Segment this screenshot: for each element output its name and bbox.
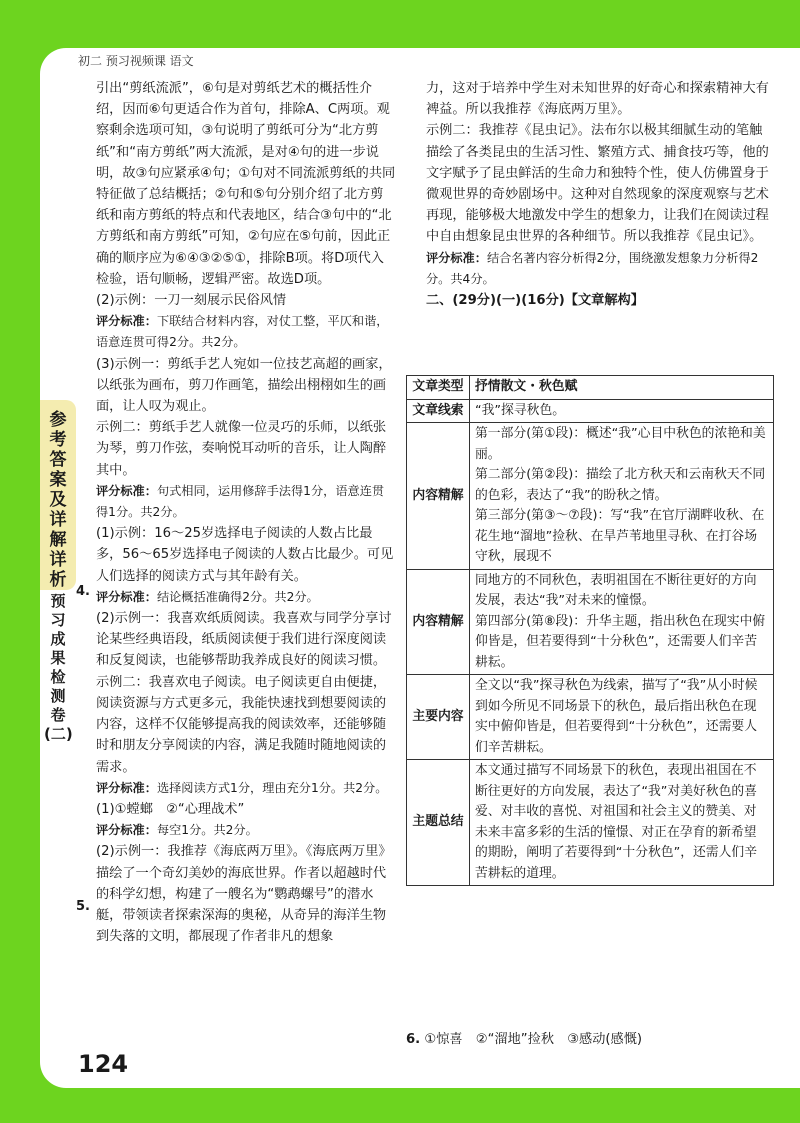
table-row: [407, 423, 774, 570]
page-number: 124: [78, 1050, 129, 1078]
q5-continuation: 力，这对于培养中学生对未知世界的好奇心和探索精神大有裨益。所以我推荐《海底两万里》。: [426, 81, 769, 118]
row-value: 抒情散文・秋色赋: [470, 376, 774, 400]
q4-number: 4.: [76, 584, 90, 599]
table-row: [407, 760, 774, 886]
q5-standard: 评分标准：结合名著内容分析得2分，围绕激发想象力分析得2分。共4分。: [426, 250, 759, 286]
section-2-heading: 二、(29分)(一)(16分)【文章解构】: [426, 293, 644, 309]
q3-continuation: 引出“剪纸流派”，⑥句是对剪纸艺术的概括性介绍，因而⑥句更适合作为首句，排除A、C两项。观察剩余选项可知，③句说明了剪纸可分为“北方剪纸”和“南方剪纸”两大流派，是对④句的进一步说明，故③句应紧承④句；①句对不同流派剪纸的共同特征做了总结概括；②句和⑤句分别介绍了北方剪纸和南方剪纸的特点和代表地区，结合③句中的“北方剪纸和南方剪纸”可知，②句应在⑤句前，因此正确的顺序应为⑥④③②⑤①，排除B项。将D项代入检验，语句顺畅，逻辑严密。故选D项。: [96, 81, 396, 287]
q4-2-example1: (2)示例一：我喜欢纸质阅读。我喜欢与同学分享讨论某些经典语段，纸质阅读便于我们进行深度阅读和反复阅读，也能够帮助我养成良好的阅读习惯。: [96, 611, 392, 669]
q5-2-answer: (2)示例一：我推荐《海底两万里》。《海底两万里》描绘了一个奇幻美妙的海底世界。作者以超越时代的科学幻想，构建了一艘名为“鹦鹉螺号”的潜水艇，带领读者探索深海的奥秘，从奇异的海洋生物到失落的文明，都展现了作者非凡的想象: [96, 844, 392, 945]
row-value: “我”探寻秋色。: [470, 399, 774, 423]
row-value: 同地方的不同秋色，表明祖国在不断往更好的方向发展，表达“我”对未来的憧憬。 第四部分(第⑧段)：升华主题，指出秋色在现实中俯仰皆是，但若要得到“十分秋色”，还需要人们辛苦耕耘。: [470, 569, 774, 675]
row-label: 主要内容: [407, 675, 470, 760]
left-column: [96, 78, 396, 947]
side-tab-main: 参考答案及详解详析: [49, 410, 67, 590]
table-row: [407, 399, 774, 423]
q6-answer: 6. ①惊喜 ②“溜地”捡秋 ③感动(感慨): [406, 1032, 643, 1047]
q4-2-example2: 示例二：我喜欢电子阅读。电子阅读更自由便捷，阅读资源与方式更多元，我能快速找到想要阅读的内容，这样不仅能够提高我的阅读效率，还能够随时和朋友分享阅读的内容，满足我随时随地阅读的需求。: [96, 674, 387, 775]
q4-2-standard: 评分标准：选择阅读方式1分，理由充分1分。共2分。: [96, 780, 388, 795]
row-label: 主题总结: [407, 760, 470, 886]
q5-number: 5.: [76, 899, 90, 914]
table-row: [407, 675, 774, 760]
q5-1-standard: 评分标准：每空1分。共2分。: [96, 823, 258, 838]
q4-1-standard: 评分标准：结论概括准确得2分。共2分。: [96, 589, 319, 604]
row-value: 全文以“我”探寻秋色为线索，描写了“我”从小时候到如今所见不同场景下的秋色，最后指出秋色在现实中俯仰皆是，但若要得到“十分秋色”，还需要人们辛苦耕耘。: [470, 675, 774, 760]
table-row: [407, 569, 774, 675]
q3-3-standard: 评分标准：句式相同，运用修辞手法得1分，语意连贯得1分。共2分。: [96, 483, 385, 520]
row-label: 文章类型: [407, 376, 470, 400]
right-column: [426, 78, 774, 311]
q3-3-example2: 示例二：剪纸手艺人就像一位灵巧的乐师，以纸张为琴，剪刀作弦，奏响悦耳动听的音乐，让人陶醉其中。: [96, 420, 387, 478]
row-value: 第一部分(第①段)：概述“我”心目中秋色的浓艳和美丽。 第二部分(第②段)：描绘了北方秋天和云南秋天不同的色彩，表达了“我”的盼秋之情。 第三部分(第③～⑦段)：写“我”在官厅湖畔收秋、在花生地“溜地”捡秋、在旱芦苇地里寻秋、在打谷场守秋，展现不: [470, 423, 774, 570]
q5-example2: 示例二：我推荐《昆虫记》。法布尔以极其细腻生动的笔触描绘了各类昆虫的生活习性、繁殖方式、捕食技巧等，他的文字赋予了昆虫鲜活的生命力和独特个性，使人仿佛置身于微观世界的奇妙剧场中。这种对自然现象的深度观察与艺术再现，能够极大地激发中学生的想象力，让我们在阅读过程中自由想象昆虫世界的各种细节。所以我推荐《昆虫记》。: [426, 123, 769, 245]
q3-3-example1: (3)示例一：剪纸手艺人宛如一位技艺高超的画家，以纸张为画布，剪刀作画笔，描绘出栩栩如生的画面，让人叹为观止。: [96, 356, 392, 415]
row-label: 内容精解: [407, 569, 470, 675]
q3-2-answer: (2)示例：一刀一刻展示民俗风情: [96, 293, 287, 309]
table-row: [407, 376, 774, 400]
side-tab-sub: 预习成果检测卷(二): [44, 592, 73, 743]
article-structure-table: [406, 375, 774, 886]
q3-2-standard: 评分标准：下联结合材料内容，对仗工整，平仄和谐，语意连贯可得2分。共2分。: [96, 314, 389, 350]
row-value: 本文通过描写不同场景下的秋色，表现出祖国在不断往更好的方向发展，表达了“我”对美好秋色的喜爱、对丰收的喜悦、对祖国和社会主义的赞美、对未来丰富多彩的生活的憧憬、对正在孕育的新希望的期盼，阐明了若要得到“十分秋色”，还需人们辛苦耕耘的道理。: [470, 760, 774, 886]
q4-1-answer: (1)示例：16～25岁选择电子阅读的人数占比最多，56～65岁选择电子阅读的人数占比最少。可见人们选择的阅读方式与其年龄有关。: [96, 526, 394, 584]
q5-1-answer: (1)①螳螂 ②“心理战术”: [96, 801, 245, 817]
row-label: 文章线索: [407, 399, 470, 423]
page-header: 初二 预习视频课 语文: [78, 54, 194, 68]
row-label: 内容精解: [407, 423, 470, 570]
